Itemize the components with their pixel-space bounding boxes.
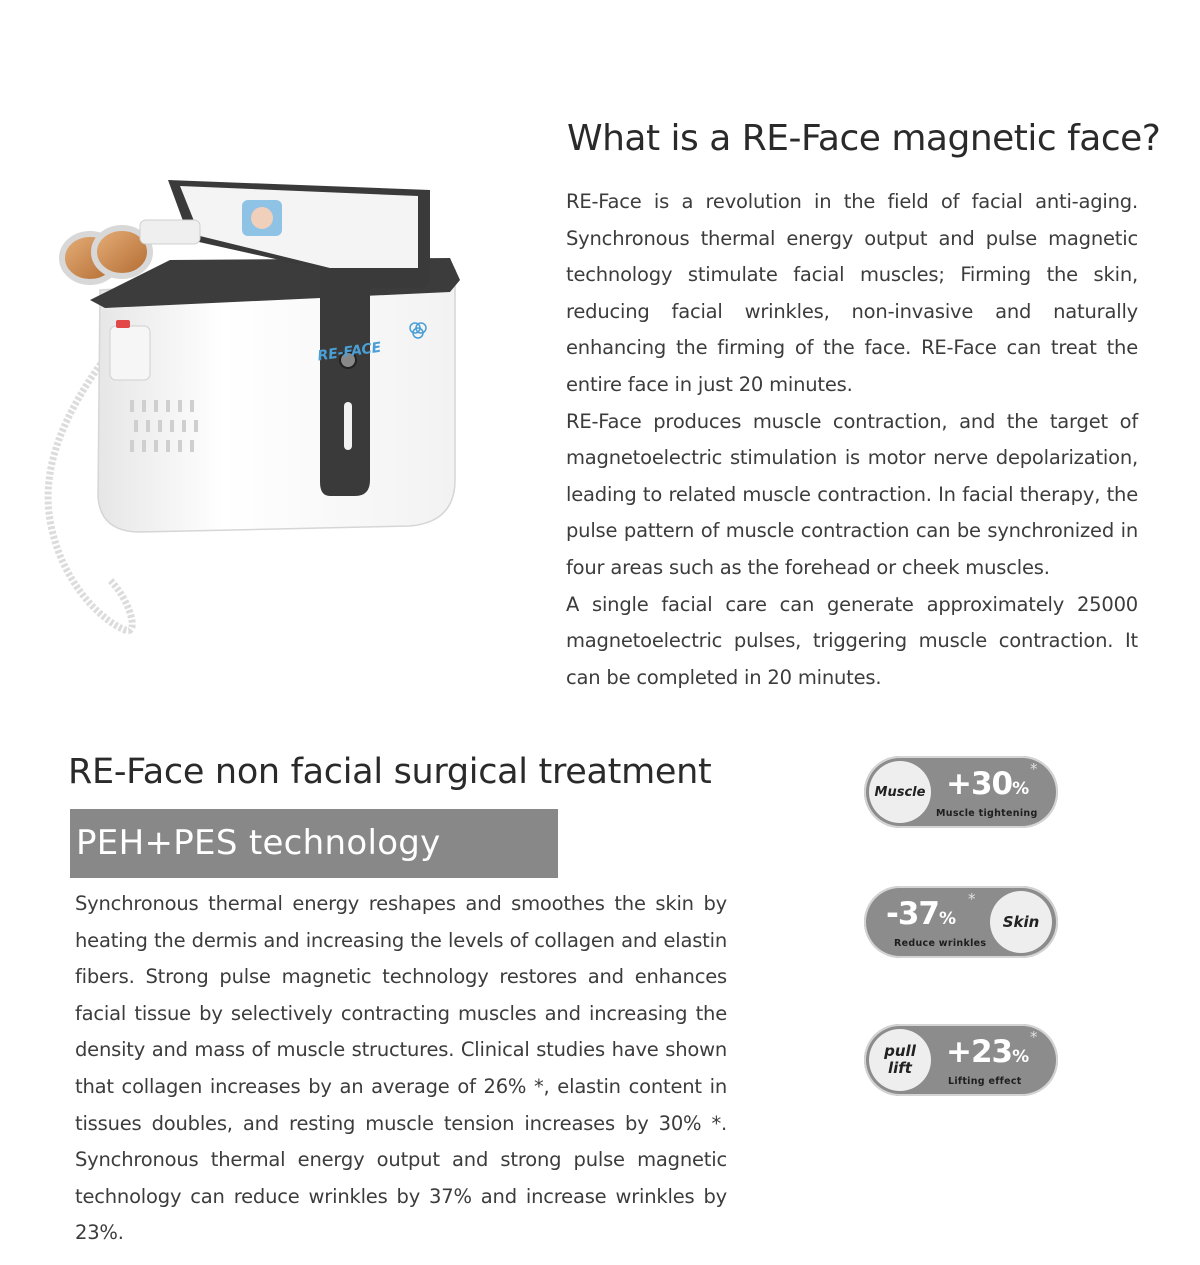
intro-text bbox=[566, 184, 1138, 696]
badge-asterisk: * bbox=[968, 890, 976, 908]
treatment-title: RE-Face non facial surgical treatment bbox=[68, 752, 712, 792]
badge-circle: Skin bbox=[990, 891, 1052, 953]
badge-reduce-wrinkles bbox=[864, 886, 1058, 958]
device-brand: RE-FACE bbox=[316, 339, 383, 365]
badge-lifting-effect bbox=[864, 1024, 1058, 1096]
badge-muscle-tightening bbox=[864, 756, 1058, 828]
badge-value: -37% bbox=[886, 896, 957, 932]
handpiece-button bbox=[116, 320, 130, 328]
badge-value: +30% bbox=[946, 766, 1030, 802]
badge-caption: Muscle tightening bbox=[936, 808, 1038, 819]
badge-value: +23% bbox=[946, 1034, 1030, 1070]
indicator-strip bbox=[344, 402, 352, 450]
badge-asterisk: * bbox=[1030, 760, 1038, 778]
technology-banner: PEH+PES technology bbox=[70, 809, 558, 878]
badge-circle: pull lift bbox=[869, 1029, 931, 1091]
treatment-paragraph: Synchronous thermal energy reshapes and smoothes the skin by heating the dermis and increasing the levels of collagen and elastin fibers. Strong pulse magnetic technology restores and enhances facial tissue by selectively contracting muscles and increasing the density and mass of muscle structures. Clinical studies have shown that collagen increases by an average of 26% *, elastin content in tissues doubles, and resting muscle tension increases by 30% *. Synchronous thermal energy output and strong pulse magnetic technology can reduce wrinkles by 37% and increase wrinkles by 23%. bbox=[75, 892, 727, 1245]
badge-asterisk: * bbox=[1030, 1028, 1038, 1046]
badge-caption: Reduce wrinkles bbox=[894, 938, 987, 949]
intro-paragraph: RE-Face is a revolution in the field of facial anti-aging. Synchronous thermal energy output and pulse magnetic technology stimulate facial muscles; Firming the skin, reducing facial wrinkles, non-invasive and naturally enhancing the firming of the face. RE-Face can treat the entire face in just 20 minutes. bbox=[566, 190, 1138, 396]
badge-circle: Muscle bbox=[869, 761, 931, 823]
screen-pillar bbox=[320, 258, 370, 496]
device-body bbox=[98, 270, 455, 532]
badge-caption: Lifting effect bbox=[948, 1076, 1022, 1087]
section-title: What is a RE-Face magnetic face? bbox=[567, 118, 1161, 159]
handpiece-holder bbox=[110, 326, 150, 380]
screen bbox=[180, 186, 418, 268]
treatment-text bbox=[75, 886, 727, 1252]
intro-paragraph: A single facial care can generate approximately 25000 magnetoelectric pulses, triggering muscle contraction. It can be completed in 20 minutes. bbox=[566, 592, 1138, 689]
device-image bbox=[30, 160, 500, 650]
intro-paragraph: RE-Face produces muscle contraction, and the target of magnetoelectric stimulation is motor nerve depolarization, leading to related muscle contraction. In facial therapy, the pulse pattern of muscle contraction can be synchronized in four areas such as the forehead or cheek muscles. bbox=[566, 409, 1138, 579]
